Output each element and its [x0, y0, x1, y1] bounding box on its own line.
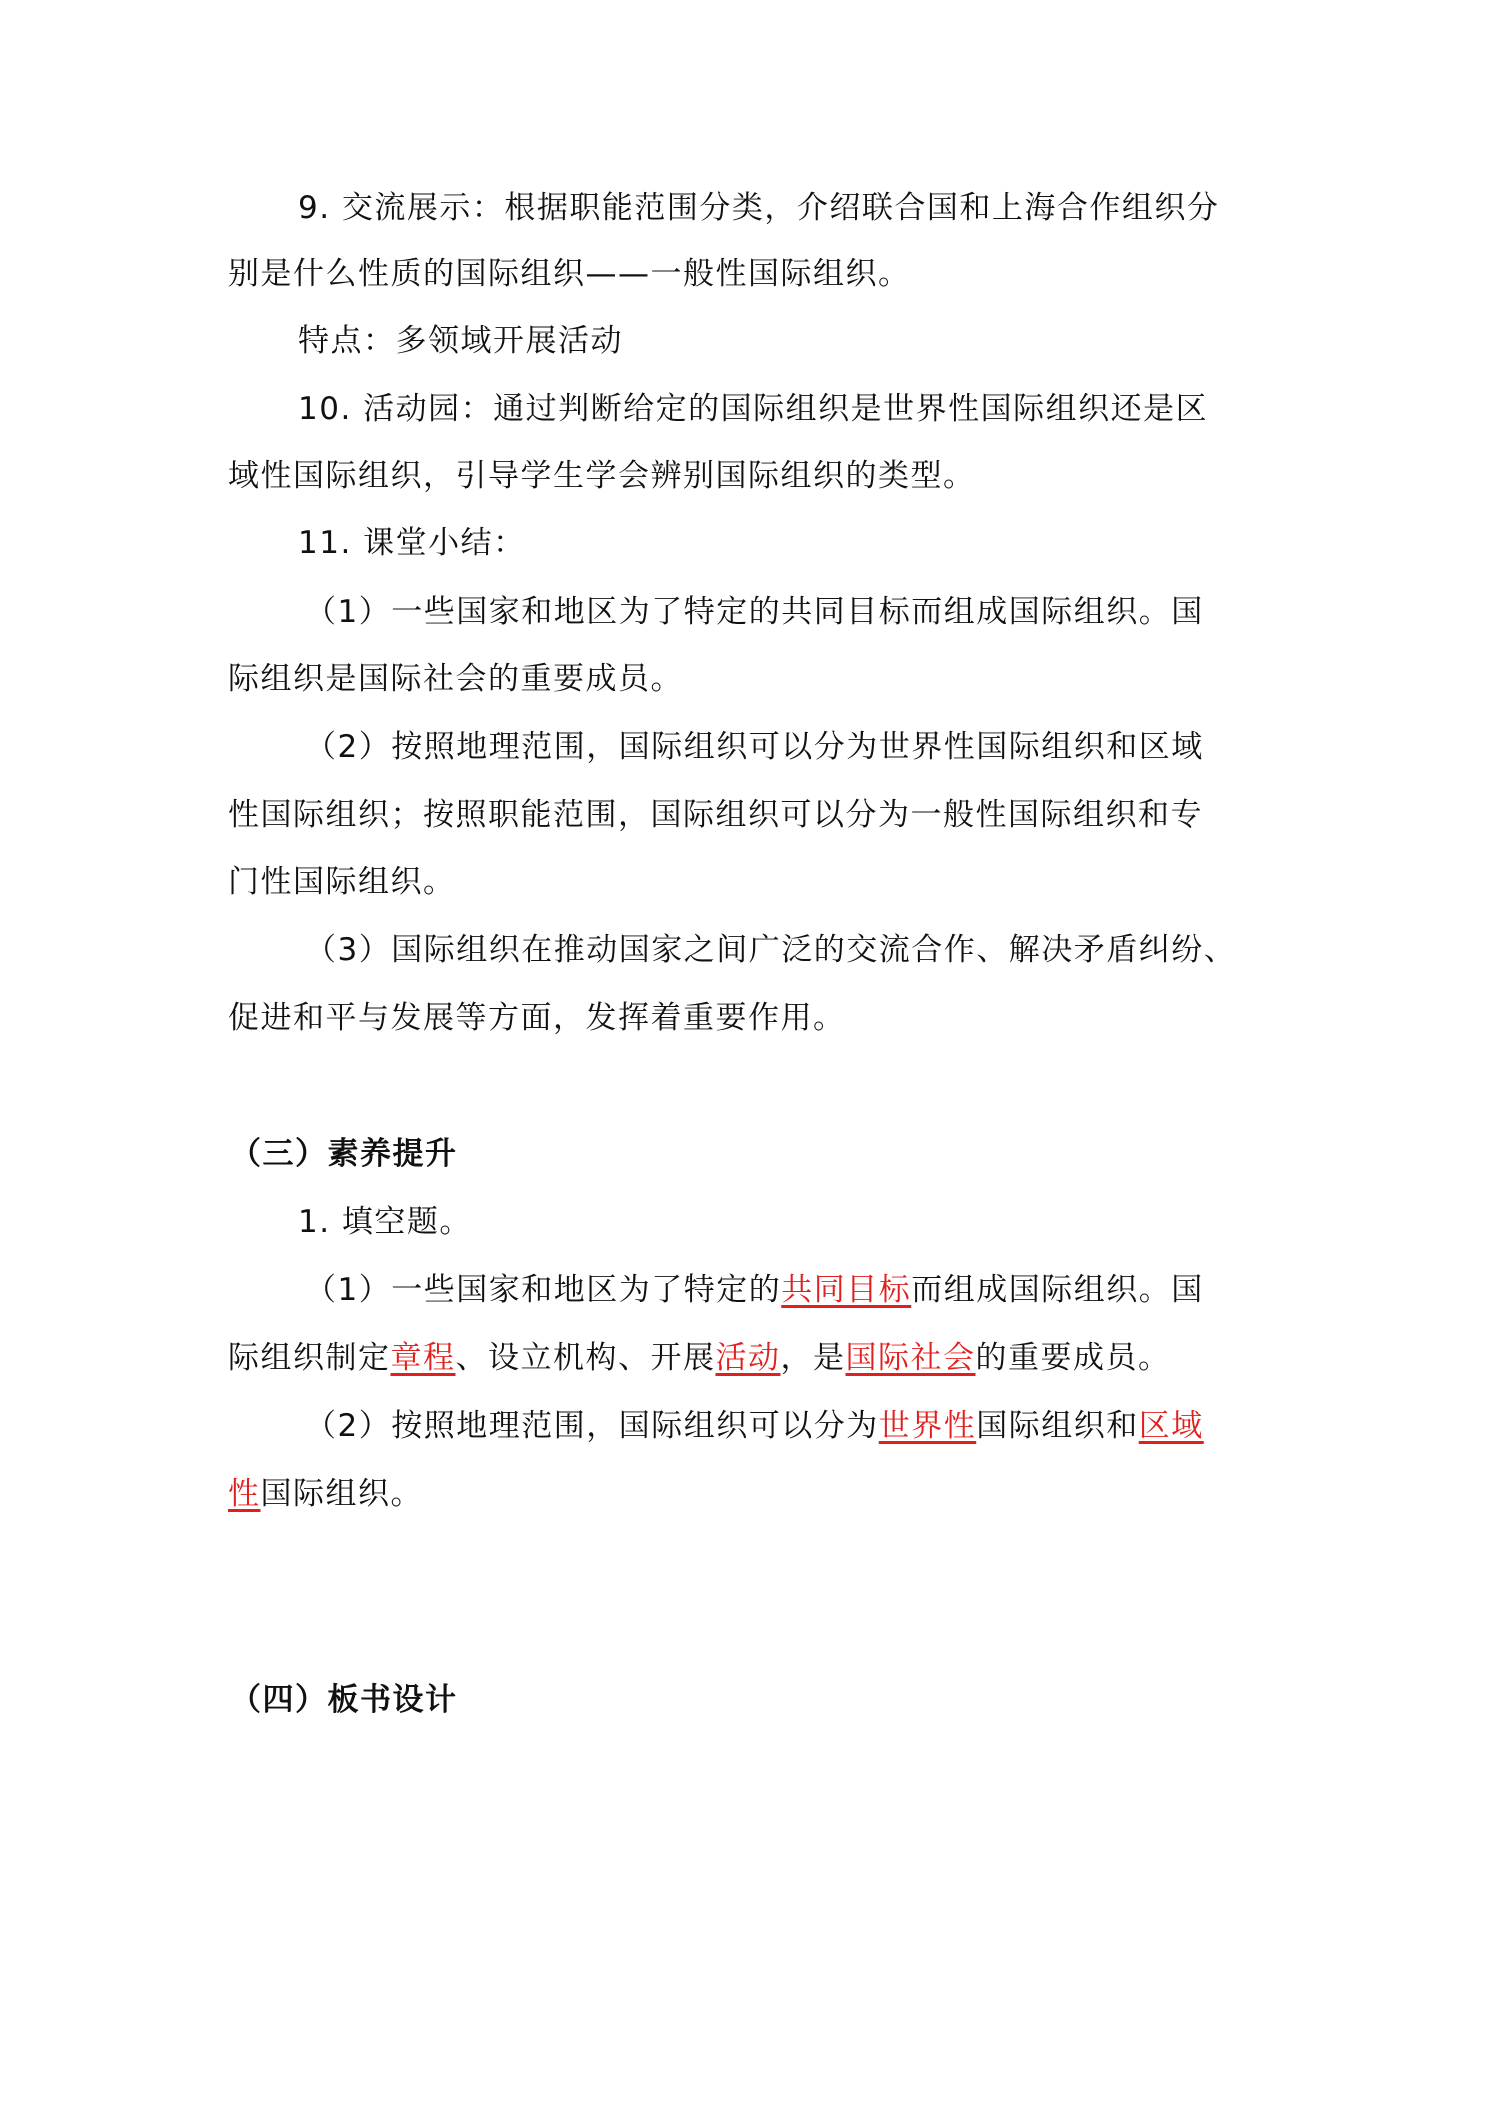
text-segment: 而组成国际组织。国 [911, 1272, 1204, 1308]
text-segment: （1）一些国家和地区为了特定的 [305, 1272, 782, 1308]
item9-line2: 别是什么性质的国际组织——一般性国际组织。 [228, 256, 911, 292]
summary-p2-line2: 性国际组织；按照职能范围，国际组织可以分为一般性国际组织和专 [228, 797, 1203, 833]
section3-heading: （三）素养提升 [230, 1136, 458, 1172]
summary-p2-line3: 门性国际组织。 [228, 864, 456, 900]
text-segment: ，是 [780, 1340, 846, 1376]
answer-blank: 章程 [390, 1340, 456, 1376]
fill-blank-title: 1. 填空题。 [298, 1204, 472, 1240]
fill-blank-p1-line2 [228, 1338, 1278, 1378]
item9-feature: 特点：多领域开展活动 [298, 323, 623, 359]
text-segment: 际组织制定 [228, 1340, 391, 1376]
summary-p3-line1: （3）国际组织在推动国家之间广泛的交流合作、解决矛盾纠纷、 [305, 932, 1237, 968]
summary-p1-line2: 际组织是国际社会的重要成员。 [228, 661, 683, 697]
fill-blank-p2-line2 [228, 1474, 1278, 1514]
item9-line1: 9. 交流展示：根据职能范围分类，介绍联合国和上海合作组织分 [298, 190, 1220, 226]
text-segment: 的重要成员。 [975, 1340, 1171, 1376]
text-segment: 、设立机构、开展 [455, 1340, 716, 1376]
summary-p3-line2: 促进和平与发展等方面，发挥着重要作用。 [228, 1000, 846, 1036]
summary-p2-line1: （2）按照地理范围，国际组织可以分为世界性国际组织和区域 [305, 729, 1204, 765]
fill-blank-p1-line1 [305, 1270, 1355, 1310]
summary-p1-line1: （1）一些国家和地区为了特定的共同目标而组成国际组织。国 [305, 594, 1204, 630]
fill-blank-p2-line1 [305, 1406, 1355, 1446]
answer-blank: 性 [228, 1476, 261, 1512]
answer-blank: 世界性 [878, 1408, 977, 1444]
answer-blank: 区域 [1138, 1408, 1204, 1444]
answer-blank: 活动 [715, 1340, 781, 1376]
item10-line1: 10. 活动园：通过判断给定的国际组织是世界性国际组织还是区 [298, 391, 1209, 427]
text-segment: 国际组织和 [976, 1408, 1139, 1444]
item11-title: 11. 课堂小结： [298, 525, 526, 561]
item10-line2: 域性国际组织，引导学生学会辨别国际组织的类型。 [228, 458, 976, 494]
text-segment: （2）按照地理范围，国际组织可以分为 [305, 1408, 879, 1444]
answer-blank: 国际社会 [845, 1340, 976, 1376]
text-segment: 国际组织。 [260, 1476, 423, 1512]
section4-heading: （四）板书设计 [230, 1682, 458, 1718]
answer-blank: 共同目标 [781, 1272, 912, 1308]
